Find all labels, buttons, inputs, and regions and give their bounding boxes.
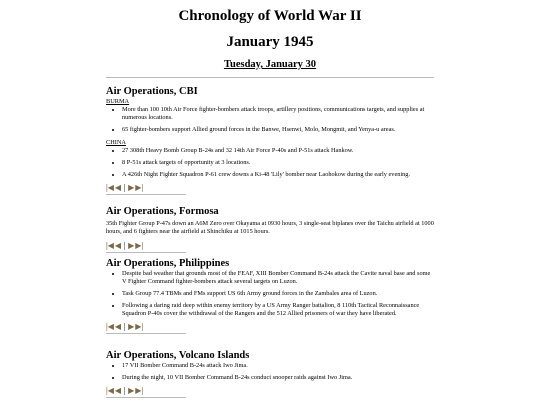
- list-item: • 65 fighter-bombers support Allied ground forces in the Banwe, Hsenwi, Molo, Mongmit, and Yenya-u areas.: [122, 126, 436, 134]
- date-heading: Tuesday, January 30: [223, 59, 317, 70]
- prev-icon[interactable]: ◀: [114, 322, 122, 331]
- subheading-burma: BURMA: [106, 98, 130, 105]
- section-nav: [106, 241, 436, 250]
- section-title: Air Operations, CBI: [106, 86, 198, 97]
- prev-icon[interactable]: ◀: [114, 241, 122, 250]
- section-title: Air Operations, Volcano Islands: [106, 350, 250, 361]
- list-item: • Task Group 77.4 TBMs and FMs support US 6th Army ground forces in the Zambales area of Luzon.: [122, 290, 436, 298]
- section-title: Air Operations, Formosa: [106, 206, 219, 217]
- list-item: • More than 100 10th Air Force fighter-bombers attack troops, artillery positions, communications targets, and supplies at numerous locations.: [122, 106, 436, 122]
- list-item: • 17 VII Bomber Command B-24s attack Iwo Jima.: [122, 362, 436, 370]
- last-icon[interactable]: ▶|: [135, 241, 144, 250]
- section-divider: [106, 333, 186, 334]
- next-icon[interactable]: ▶: [128, 322, 135, 331]
- philippines-list: [106, 270, 436, 318]
- section-title: Air Operations, Philippines: [106, 258, 230, 269]
- china-list: [106, 147, 436, 179]
- section-formosa: [106, 206, 436, 253]
- volcano-list: [106, 362, 436, 382]
- first-icon[interactable]: |◀: [106, 322, 114, 331]
- header-divider: [106, 77, 434, 78]
- next-icon[interactable]: ▶: [128, 386, 135, 395]
- section-paragraph: 35th Fighter Group P-47s down an A6M Zero over Okayama at 0930 hours, 3 single-seat biplanes over the Taichu airfield at 1000 hours, and 6 fighters near the airfield at Shinchiku at 1015 hours.: [106, 220, 434, 235]
- section-divider: [106, 194, 186, 195]
- last-icon[interactable]: ▶|: [135, 322, 144, 331]
- first-icon[interactable]: |◀: [106, 241, 114, 250]
- section-volcano-islands: [106, 350, 436, 398]
- last-icon[interactable]: ▶|: [135, 183, 144, 192]
- burma-list: [106, 106, 436, 134]
- first-icon[interactable]: |◀: [106, 183, 114, 192]
- subheading-china: CHINA: [106, 139, 126, 146]
- section-cbi: [106, 86, 436, 195]
- next-icon[interactable]: ▶: [128, 241, 135, 250]
- list-item: • Despite bad weather that grounds most of the FEAF, XIII Bomber Command B-24s attack the Cavite naval base and some V Fighter Command fighter-bombers attack several targets on Luzon.: [122, 270, 436, 286]
- section-philippines: [106, 258, 436, 334]
- first-icon[interactable]: |◀: [106, 386, 114, 395]
- month-heading: January 1945: [226, 34, 314, 50]
- next-icon[interactable]: ▶: [128, 183, 135, 192]
- list-item: • 27 308th Heavy Bomb Group B-24s and 32 14th Air Force P-40s and P-51s attack Hankow.: [122, 147, 436, 155]
- section-nav: [106, 322, 436, 331]
- page-title: Chronology of World War II: [178, 8, 362, 24]
- section-nav: [106, 183, 436, 192]
- list-item: • 8 P-51s attack targets of opportunity at 3 locations.: [122, 159, 436, 167]
- section-divider: [106, 252, 186, 253]
- list-item: • Following a daring raid deep within enemy territory by a US Army Ranger battalion, 8 110th Tactical Reconnaissance Squadron P-40s cover the withdrawal of the Rangers and the 512 Allied prisoners of war they have liberated.: [122, 302, 436, 318]
- section-nav: [106, 386, 436, 395]
- last-icon[interactable]: ▶|: [135, 386, 144, 395]
- prev-icon[interactable]: ◀: [114, 183, 122, 192]
- list-item: • A 426th Night Fighter Squadron P-61 crew downs a Ki-48 'Lily' bomber near Laohokow during the early evening.: [122, 171, 436, 179]
- prev-icon[interactable]: ◀: [114, 386, 122, 395]
- list-item: • During the night, 10 VII Bomber Command B-24s conduct snooper raids against Iwo Jima.: [122, 374, 436, 382]
- section-divider: [106, 397, 186, 398]
